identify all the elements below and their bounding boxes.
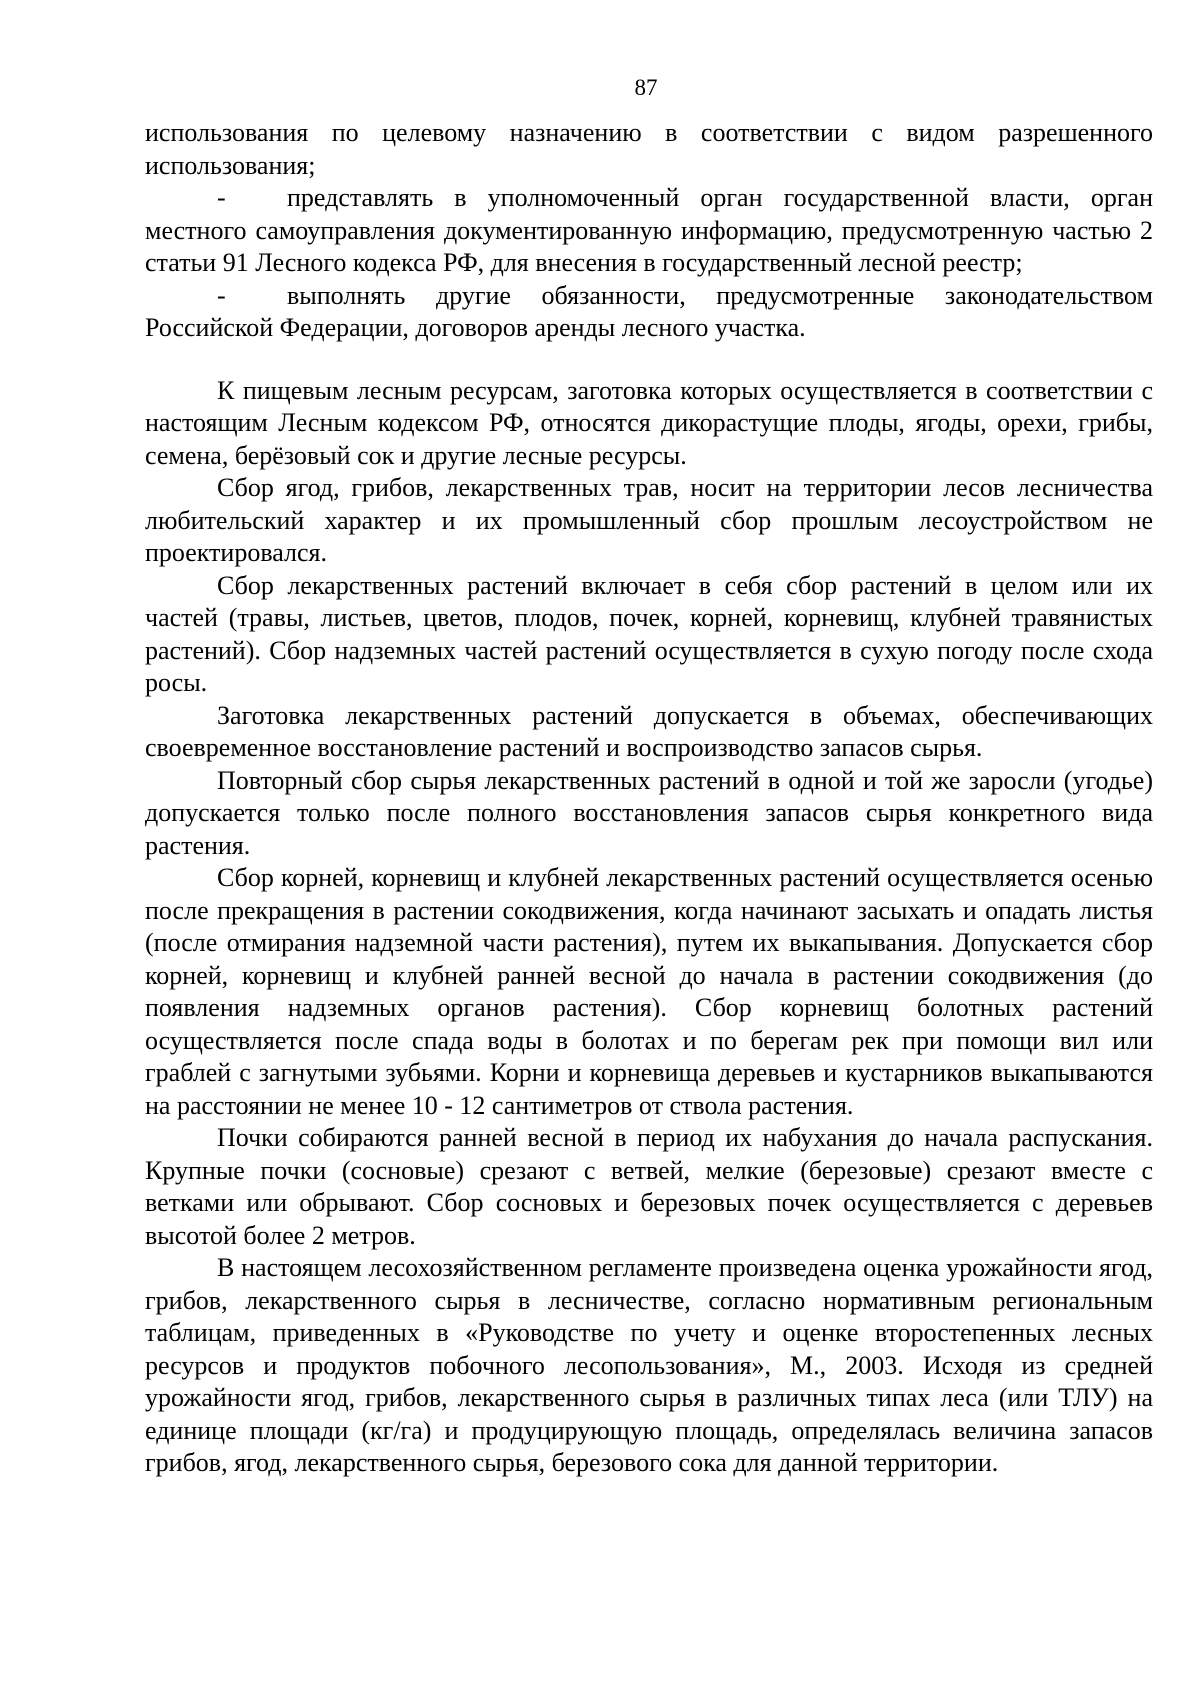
paragraph-yield-assessment: В настоящем лесохозяйственном регламенте произведена оценка урожайности ягод, грибов, лекарственного сырья в лесничестве, согласно нормативным региональным таблицам, приведенных в «Руководстве по учету и оценке второстепенных лесных ресурсов и продуктов побочного лесопользования», М., 2003. Исходя из средней урожайности ягод, грибов, лекарственного сырья в различных типах леса (или ТЛУ) на единице площади (кг/га) и продуцирующую площадь, определялась величина запасов грибов, ягод, лекарственного сырья, березового сока для данной территории. xyxy=(145,1253,1153,1477)
bullet-continuation: Российской Федерации, договоров аренды лесного участка. xyxy=(145,313,806,342)
paragraph-berry-collection: Сбор ягод, грибов, лекарственных трав, носит на территории лесов лесничества любительский характер и их промышленный сбор прошлым лесоустройством не проектировался. xyxy=(145,473,1153,567)
paragraph-medicinal-collection: Сбор лекарственных растений включает в себя сбор растений в целом или их частей (травы, листьев, цветов, плодов, почек, корней, корневищ, клубней травянистых растений). Сбор надземных частей растений осуществляется в сухую погоду после схода росы. xyxy=(145,570,1153,697)
paragraph-food-resources: К пищевым лесным ресурсам, заготовка которых осуществляется в соответствии с настоящим Лесным кодексом РФ, относятся дикорастущие плоды, ягоды, орехи, грибы, семена, берёзовый сок и другие лесные ресурсы. xyxy=(145,375,1153,470)
bullet-dash: - xyxy=(217,280,226,310)
paragraph-harvest-volume: Заготовка лекарственных растений допускается в объемах, обеспечивающих своевременное восстановление растений и воспроизводство запасов сырья. xyxy=(145,700,1153,762)
document-body xyxy=(145,117,1153,1480)
paragraph-roots-collection: Сбор корней, корневищ и клубней лекарственных растений осуществляется осенью после прекращения в растении сокодвижения, когда начинают засыхать и опадать листья (после отмирания надземной части растения), путем их выкапывания. Допускается сбор корней, корневищ и клубней ранней весной до начала в растении сокодвижения (до появления надземных органов растения). Сбор корневищ болотных растений осуществляется после спада воды в болотах и по берегам рек при помощи вил или граблей с загнутыми зубьями. Корни и корневища деревьев и кустарников выкапываются на расстоянии не менее 10 - 12 сантиметров от ствола растения. xyxy=(145,863,1153,1120)
bullet-continuation: местного самоуправления документированную информацию, предусмотренную частью 2 статьи 91 Лесного кодекса РФ, для внесения в государственный лесной реестр; xyxy=(145,215,1153,277)
page-number: 87 xyxy=(634,75,658,100)
paragraph-buds-collection: Почки собираются ранней весной в период их набухания до начала распускания. Крупные почки (сосновые) срезают с ветвей, мелкие (березовые) срезают вместе с ветками или обрывают. Сбор сосновых и березовых почек осуществляется с деревьев высотой более 2 метров. xyxy=(145,1123,1153,1250)
bullet-first-line: выполнять другие обязанности, предусмотренные законодательством xyxy=(287,280,1153,310)
bullet-item-2 xyxy=(145,280,1153,313)
bullet-item-1 xyxy=(145,182,1153,215)
paragraph-continuation: использования по целевому назначению в соответствии с видом разрешенного использования; xyxy=(145,118,1153,180)
paragraph-gap xyxy=(145,345,1153,375)
paragraph-repeat-collection: Повторный сбор сырья лекарственных растений в одной и той же заросли (угодье) допускается только после полного восстановления запасов сырья конкретного вида растения. xyxy=(145,765,1153,860)
bullet-dash: - xyxy=(217,183,226,212)
bullet-first-line: представлять в уполномоченный орган государственной власти, орган xyxy=(287,183,1153,212)
